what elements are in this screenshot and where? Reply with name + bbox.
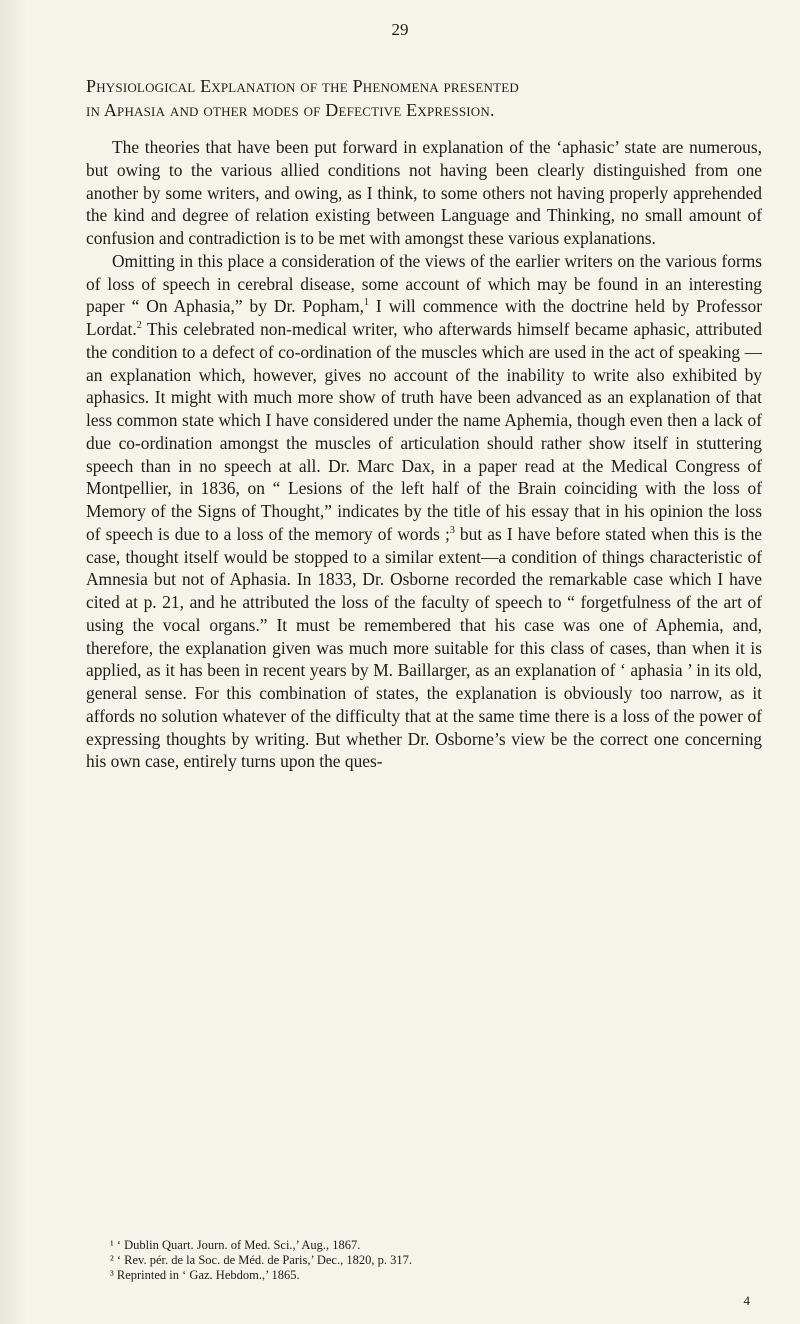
paragraph-1: The theories that have been put forward in explanation of the ‘aphasic’ state are numerous, but owing to the various allied conditions not having been clearly distinguished from one another by some writers, and owing, as I think, to some others not having properly apprehended the kind and degree of relation existing between Language and Thinking, no small amount of confusion and contradiction is to be met with amongst these various explanations. <box>86 137 762 248</box>
section-heading <box>86 74 766 122</box>
footnote-mark-1: 1 <box>363 297 369 309</box>
paragraph-2 <box>86 250 762 773</box>
footnote-3: ³ Reprinted in ‘ Gaz. Hebdom.,’ 1865. <box>110 1268 300 1282</box>
heading-line-1: Physiological Explanation of the Phenomena presented <box>86 76 519 96</box>
paragraph-2-part-4: but as I have before stated when this is the case, thought itself would be stopped to a similar extent—a condition of things characteristic of Amnesia but not of Aphasia. In 1833, Dr. Osborne recorded the remarkable case which I have cited at p. 21, and he attributed the loss of the faculty of speech to “ forgetfulness of the art of using the vocal organs.” It must be remembered that his case was one of Aphemia, and, therefore, the explanation given was much more suitable for this class of cases, than when it is applied, as it has been in recent years by M. Baillarger, as an explanation of ‘ aphasia ’ in its old, general sense. For this combination of states, the explanation is obviously too narrow, as it affords no solution whatever of the difficulty that at the same time there is a loss of the power of expressing thoughts by writing. But whether Dr. Osborne’s view be the correct one concerning his own case, entirely turns upon the ques- <box>86 523 762 772</box>
footnote-1: ¹ ‘ Dublin Quart. Journ. of Med. Sci.,’ Aug., 1867. <box>110 1238 361 1252</box>
footnote-mark-3: 3 <box>449 524 455 536</box>
footnote-2: ² ‘ Rev. pér. de la Soc. de Méd. de Paris,’ Dec., 1820, p. 317. <box>110 1253 412 1267</box>
footnotes <box>110 1238 750 1283</box>
footnote-mark-2: 2 <box>136 320 142 332</box>
paragraph-2-part-1: Omitting in this place a consideration of the views of the earlier writers on the various forms of loss of speech in cerebral disease, some account of which may be found in an interesting paper “ On Aphasia,” by Dr. Popham, <box>86 250 762 317</box>
paragraph-2-part-2: I will commence with the doctrine held by Professor Lordat. <box>86 296 762 339</box>
body-text <box>86 136 762 773</box>
paragraph-2-part-3: This celebrated non-medical writer, who afterwards himself became aphasic, attributed the condition to a defect of co-ordination of the muscles which are used in the act of speaking —an explanation which, however, gives no account of the inability to write also exhibited by aphasics. It might with much more show of truth have been advanced as an explanation of that less common state which I have considered under the name Aphemia, though even then a lack of due co-ordination amongst the muscles of articulation should rather show itself in stuttering speech than in no speech at all. Dr. Marc Dax, in a paper read at the Medical Congress of Montpellier, in 1836, on “ Lesions of the left half of the Brain coinciding with the loss of Memory of the Signs of Thought,” indicates by the title of his essay that in his opinion the loss of speech is due to a loss of the memory of words ; <box>86 319 762 544</box>
signature-mark: 4 <box>743 1293 750 1308</box>
heading-line-2: in Aphasia and other modes of Defective Expression. <box>86 100 495 120</box>
binding-shadow <box>0 0 28 1324</box>
page-number: 29 <box>391 20 409 39</box>
